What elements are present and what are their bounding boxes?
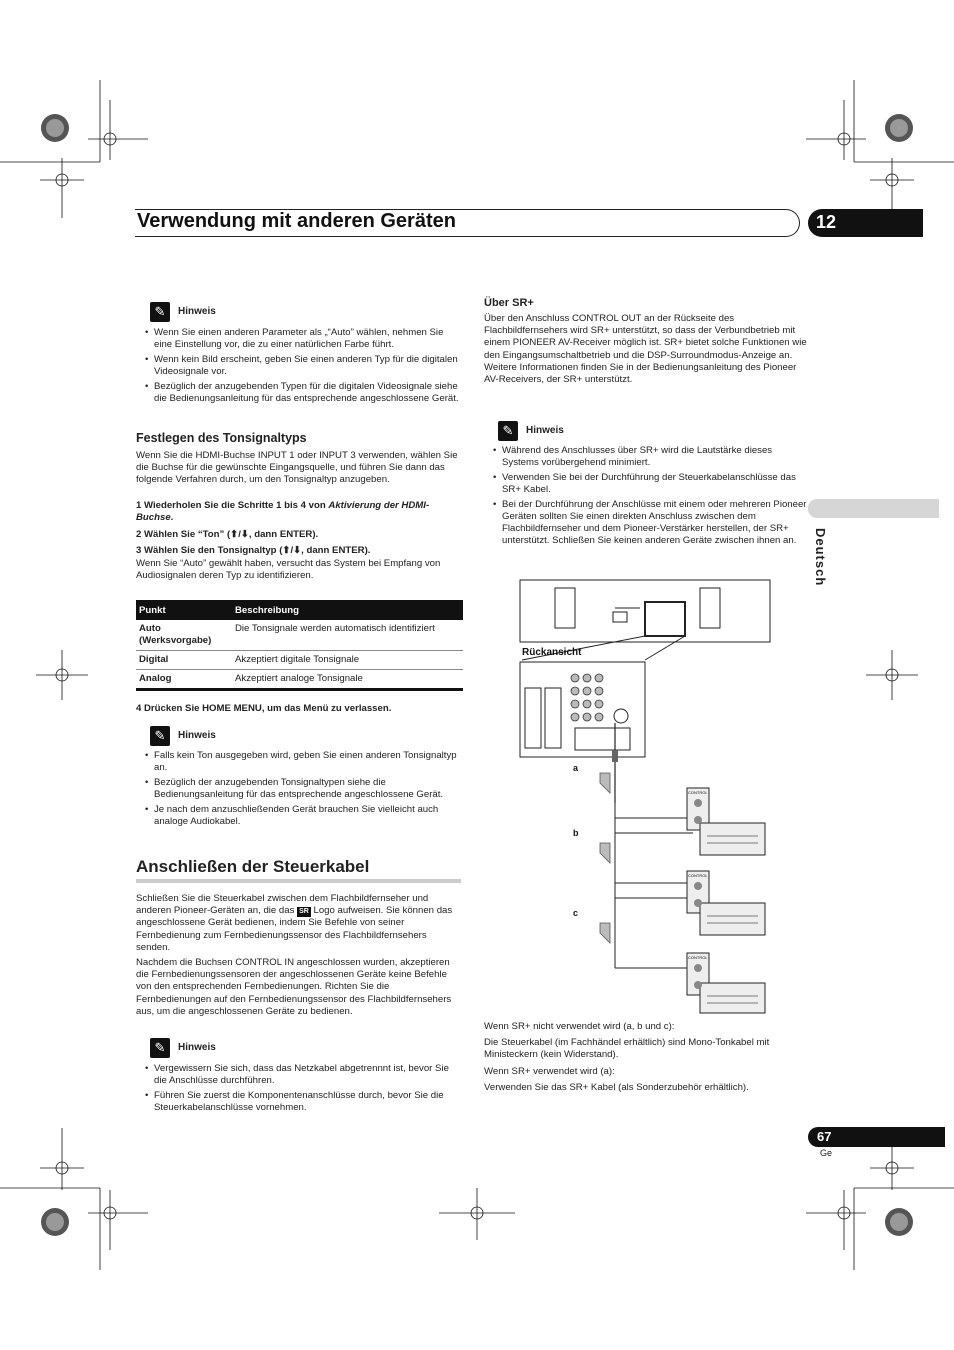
step-text: .	[170, 512, 174, 523]
pencil-icon: ✎	[498, 421, 518, 441]
chapter-number-tab	[808, 209, 923, 237]
section-heading: Über SR+	[484, 297, 534, 309]
list-item: • Falls kein Ton ausgegeben wird, geben Sie einen anderen Tonsignaltyp an.	[137, 750, 462, 774]
table-header: Punkt	[136, 600, 232, 620]
step-link-text: Aktivierung der HDMI-Buchse	[136, 500, 430, 523]
note-list	[137, 1063, 462, 1117]
note-heading	[150, 726, 270, 746]
step-4: 4 Drücken Sie HOME MENU, um das Menü zu verlassen.	[136, 703, 392, 714]
steuer-paragraph-1	[136, 893, 462, 954]
control-jack-label: CONTROL	[688, 955, 708, 960]
audio-type-table	[136, 600, 463, 691]
note-label: Hinweis	[178, 306, 216, 317]
label-c: c	[573, 908, 579, 918]
step-3: 3 Wählen Sie den Tonsignaltyp (⬆/⬇, dann ENTER).	[136, 545, 371, 556]
page-number-tab	[808, 1127, 945, 1147]
paragraph-text: Schließen Sie die Steuerkabel zwischen dem Flachbildfernseher und anderen Pioneer-Geräten an, die das	[136, 893, 429, 917]
list-item: • Vergewissern Sie sich, dass das Netzkabel abgetrennnt ist, bevor Sie die Anschlüsse durchführen.	[137, 1063, 462, 1087]
control-jack-label: CONTROL	[688, 790, 708, 795]
note-heading	[498, 421, 618, 441]
sr-logo: SR	[299, 908, 309, 916]
note-list	[137, 327, 462, 408]
after-line-4: Verwenden Sie das SR+ Kabel (als Sonderzubehör erhältlich).	[484, 1082, 749, 1093]
list-item: • Bei der Durchführung der Anschlüsse mit einem oder mehreren Pioneer Geräten sollten Sie einen direkten Anschluss zwischen dem Flachbildfernseher und dem Pioneer-Verstärker herstellen, der SR+ unterstützt. Schließen Sie keinen anderen Geräte zwischen ihnen an.	[485, 499, 810, 547]
note-heading	[150, 302, 270, 322]
pencil-icon: ✎	[150, 302, 170, 322]
chapter-title-bar	[135, 209, 800, 237]
list-item: • Wenn Sie einen anderen Parameter als „“Auto” wählen, nehmen Sie eine Einstellung vor, die zu einer natürlichen Farbe führt.	[137, 327, 462, 351]
list-item: • Bezüglich der anzugebenden Typen für die digitalen Videosignale siehe die Bedienungsanleitung für das entsprechende angeschlossene Gerät.	[137, 381, 462, 405]
list-item: • Je nach dem anzuschließenden Gerät brauchen Sie vielleicht auch analoge Audiokabel.	[137, 804, 462, 828]
page-language-code: Ge	[820, 1148, 833, 1158]
connection-diagram	[515, 578, 775, 1018]
heading-rule	[136, 879, 461, 883]
table-header: Beschreibung	[232, 600, 463, 620]
chapter-number: 12	[816, 212, 837, 232]
table-cell: Analog	[136, 670, 232, 690]
table-cell: Digital	[136, 651, 232, 670]
sr-description: Über den Anschluss CONTROL OUT an der Rückseite des Flachbildfernsehers wird SR+ unterstützt, so dass der Verbundbetrieb mit einem PIONEER AV-Receiver möglich ist. SR+ bietet solche Funktionen wie den Eingangsumschaltbetrieb und die DSP-Surroundmodus-Anzeige an. Weitere Informationen finden Sie in der Bedienungsanleitung des Pioneer AV-Receivers, der SR+ unterstützt.	[484, 313, 807, 386]
list-item: • Bezüglich der anzugebenden Tonsignaltypen siehe die Bedienungsanleitung für das entsprechende angeschlossene Gerät.	[137, 777, 462, 801]
note-list	[485, 445, 810, 550]
section-heading: Festlegen des Tonsignaltyps	[136, 431, 307, 445]
note-list	[137, 750, 462, 831]
language-tab	[808, 499, 939, 518]
label-a: a	[573, 763, 579, 773]
list-item: • Verwenden Sie bei der Durchführung der Steuerkabelanschlüsse das SR+ Kabel.	[485, 472, 810, 496]
list-item: • Führen Sie zuerst die Komponentenanschlüsse durch, bevor Sie die Steuerkabelanschlüsse vornehmen.	[137, 1090, 462, 1114]
table-row	[136, 651, 463, 670]
after-line-3: Wenn SR+ verwendet wird (a):	[484, 1066, 615, 1077]
after-line-1: Wenn SR+ nicht verwendet wird (a, b und c):	[484, 1021, 675, 1032]
step-text: 1 Wiederholen Sie die Schritte 1 bis 4 von	[136, 500, 329, 511]
rear-view-label: Rückansicht	[522, 647, 582, 658]
list-item: • Wenn kein Bild erscheint, geben Sie einen anderen Typ für die digitalen Videosignale vor.	[137, 354, 462, 378]
table-row	[136, 620, 463, 651]
pencil-icon: ✎	[150, 726, 170, 746]
control-jack-label: CONTROL	[688, 873, 708, 878]
steuer-paragraph-2: Nachdem die Buchsen CONTROL IN angeschlossen wurden, akzeptieren die Fernbedienungssensoren der angeschlossenen Geräte keine Befehle von den entsprechenden Fernbedienungen. Richten Sie die Fernbedienungen auf den Fernbedienungssensor des Flachbildfernsehers aus, um die angeschlossenen Geräte zu bedienen.	[136, 957, 452, 1017]
step-2: 2 Wählen Sie “Ton” (⬆/⬇, dann ENTER).	[136, 529, 319, 540]
section-intro: Wenn Sie die HDMI-Buchse INPUT 1 oder INPUT 3 verwenden, wählen Sie die Buchse für die gewünschte Eingangsquelle, und führen Sie dann das folgende Verfahren durch, um den Tonsignaltyp anzugeben.	[136, 450, 458, 486]
note-label: Hinweis	[178, 730, 216, 741]
table-row	[136, 670, 463, 690]
chapter-title: Verwendung mit anderen Geräten	[137, 210, 456, 232]
step-1	[136, 500, 462, 524]
page-number: 67	[817, 1129, 832, 1144]
note-label: Hinweis	[526, 425, 564, 436]
table-cell: Akzeptiert digitale Tonsignale	[232, 651, 463, 670]
after-line-2: Die Steuerkabel (im Fachhändel erhältlich) sind Mono-Tonkabel mit Ministeckern (kein Widerstand).	[484, 1037, 770, 1061]
list-item: • Während des Anschlusses über SR+ wird die Lautstärke dieses Systems vorübergehend minimiert.	[485, 445, 810, 469]
table-header-row	[136, 600, 463, 620]
table-cell: Auto (Werksvorgabe)	[136, 620, 232, 651]
table-cell: Akzeptiert analoge Tonsignale	[232, 670, 463, 690]
label-b: b	[573, 828, 579, 838]
section-heading: Anschließen der Steuerkabel	[136, 857, 370, 876]
note-label: Hinweis	[178, 1042, 216, 1053]
table-cell: Die Tonsignale werden automatisch identifiziert	[232, 620, 463, 651]
language-label: Deutsch	[813, 528, 828, 587]
step-3-description: Wenn Sie “Auto” gewählt haben, versucht das System bei Empfang von Audiosignalen deren Typ zu identifizieren.	[136, 558, 441, 582]
note-heading	[150, 1038, 270, 1058]
pencil-icon: ✎	[150, 1038, 170, 1058]
paragraph-text: Logo aufweisen. Sie können das angeschlossene Gerät bedienen, indem Sie Befehle von seiner Fernbedienung zum Fernbedienungssensor des Flachbildfernsehers senden.	[136, 905, 453, 953]
